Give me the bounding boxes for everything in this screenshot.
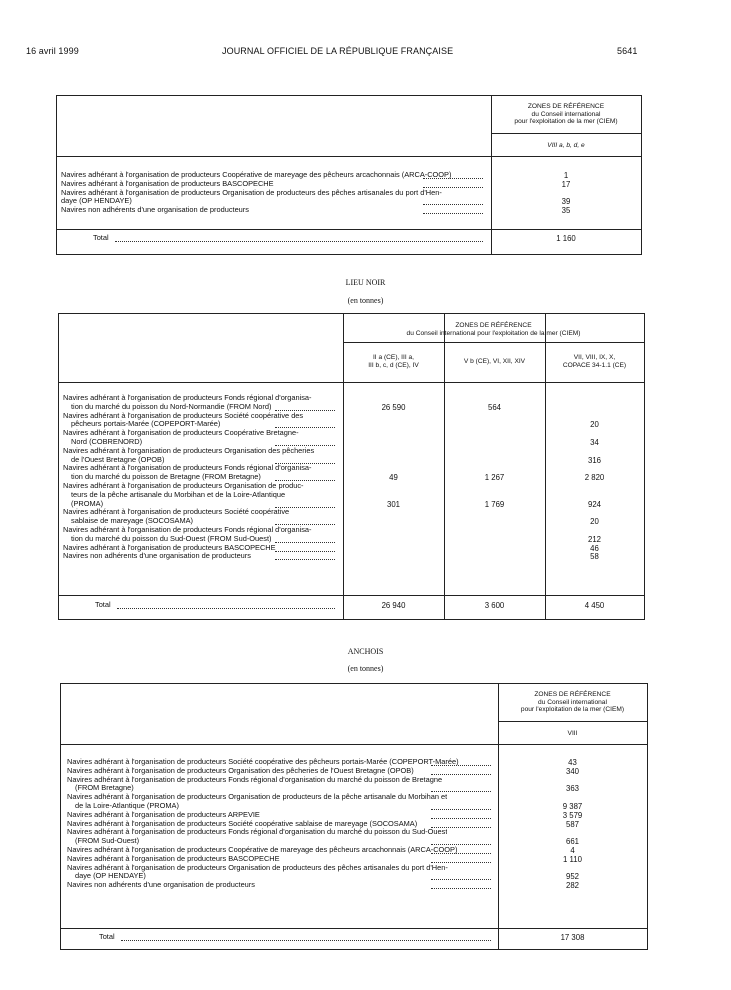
zone-header-line: pour l'exploitation de la mer (CIEM) <box>514 118 618 126</box>
row-label: Navires adhérant à l'organisation de producteurs Organisation des pêcheries <box>63 446 315 455</box>
column-header-line: VII, VIII, IX, X, <box>573 354 616 361</box>
cell-value: 587 <box>565 819 579 829</box>
cell-value: 363 <box>565 784 579 794</box>
total-label: Total <box>93 234 109 242</box>
dot-leader <box>431 888 491 889</box>
dot-leader <box>275 542 335 543</box>
row-label: Navires adhérant à l'organisation de producteurs Coopérative Bretagne- <box>63 429 299 438</box>
total-value: 1 160 <box>556 234 576 243</box>
cell-value: 49 <box>389 473 398 483</box>
column-header-line: II a (CE), III a, <box>372 354 415 361</box>
row-label: Nord (COBRENORD) <box>71 438 143 446</box>
zone-header <box>498 691 647 714</box>
cell-value: 301 <box>386 499 400 509</box>
zone-header-line: du Conseil international <box>531 110 601 118</box>
row-label: Navires adhérant à l'organisation de producteurs Fonds régional d'organisation du marché du poisson du Sud-Ouest <box>67 828 448 837</box>
row-label: Navires adhérant à l'organisation de producteurs BASCOPECHE <box>63 543 276 552</box>
row-label: Navires adhérant à l'organisation de producteurs Fonds régional d'organisa- <box>63 526 312 534</box>
row-label: Navires non adhérents d'une organisation de producteurs <box>61 206 249 215</box>
column-header-line: III b, c, d (CE), IV <box>368 361 419 369</box>
cell-value: 1 110 <box>563 854 582 864</box>
row-label: Navires adhérant à l'organisation de producteurs Société coopérative des <box>63 411 304 420</box>
row-label: Navires adhérant à l'organisation de producteurs Fonds régional d'organisa- <box>63 394 312 402</box>
table-2-caption: LIEU NOIR <box>345 278 386 287</box>
dot-leader <box>121 940 491 941</box>
dot-leader <box>423 213 483 214</box>
dot-leader <box>431 765 491 766</box>
cell-value: 924 <box>587 499 601 509</box>
zone-header-line: du Conseil international pour l'exploitation de la mer (CIEM) <box>406 329 581 337</box>
row-label: Navires adhérant à l'organisation de producteurs Fonds régional d'organisa- <box>63 464 312 473</box>
row-label: Navires adhérant à l'organisation de producteurs Organisation des pêcheries de l'Ouest Bretagne (OPOB) <box>67 766 414 775</box>
page-date: 16 avril 1999 <box>26 46 79 56</box>
row-label: Navires non adhérents d'une organisation de producteurs <box>67 881 255 890</box>
row-label: Navires adhérant à l'organisation de producteurs ARPEVIE <box>67 810 260 819</box>
dot-leader <box>115 241 483 242</box>
row-label: tion du marché du poisson du Nord-Normandie (FROM Nord) <box>71 402 272 411</box>
cell-value: 1 267 <box>484 473 505 483</box>
dot-leader <box>423 178 483 179</box>
dot-leader <box>117 608 335 609</box>
table-3-unit: (en tonnes) <box>347 664 384 673</box>
cell-value: 34 <box>590 438 599 447</box>
row-label: Navires adhérant à l'organisation de producteurs Organisation de producteurs des pêches artisanales du port d'Hen- <box>67 863 448 872</box>
total-label: Total <box>99 933 115 941</box>
row-label: Navires adhérant à l'organisation de producteurs Société coopérative des pêcheurs portais-Marée (COPEPORT-Marée) <box>67 758 459 766</box>
table-3-caption: ANCHOIS <box>347 647 384 656</box>
zone-header <box>343 322 644 337</box>
cell-value: 316 <box>587 455 601 465</box>
row-label: Navires adhérant à l'organisation de producteurs Société coopérative <box>63 508 290 517</box>
row-label: sablaise de mareyage (SOCOSAMA) <box>71 517 193 526</box>
cell-value: 3 579 <box>562 810 583 820</box>
cell-value: 564 <box>487 402 501 412</box>
column-header <box>444 358 545 366</box>
column-header <box>545 354 644 369</box>
cell-value: 1 <box>563 171 569 180</box>
cell-value: 340 <box>565 766 579 776</box>
cell-value: 17 <box>561 179 571 189</box>
cell-value: 26 590 <box>381 402 406 412</box>
cell-value: 35 <box>561 206 571 216</box>
row-label: daye (OP HENDAYE) <box>75 872 146 881</box>
table-1 <box>56 95 642 255</box>
cell-value: 2 820 <box>584 473 605 483</box>
column-header-line: COPACE 34-1.1 (CE) <box>562 361 627 369</box>
column-header <box>343 354 444 369</box>
row-label: pêcheurs portais-Marée (COPEPORT-Marée) <box>71 420 221 429</box>
page-number: 5641 <box>617 46 638 56</box>
dot-leader <box>423 204 483 205</box>
row-label: Navires adhérant à l'organisation de producteurs BASCOPECHE <box>67 854 280 863</box>
zone-header-line: du Conseil international <box>538 698 607 706</box>
row-label: Navires adhérant à l'organisation de producteurs Organisation de produc- <box>63 482 304 490</box>
row-label: Navires adhérant à l'organisation de producteurs Société coopérative sablaise de mareyage (SOCOSAMA) <box>67 819 418 828</box>
total-value: 26 940 <box>381 601 406 610</box>
dot-leader <box>431 809 491 810</box>
table-2-unit: (en tonnes) <box>347 296 384 305</box>
column-header: VIII a, b, d, e <box>547 142 585 149</box>
total-value: 4 450 <box>584 601 605 610</box>
cell-value: 212 <box>587 534 601 544</box>
cell-value: 58 <box>590 552 599 562</box>
zone-header-line: ZONES DE RÉFÉRENCE <box>527 103 605 110</box>
row-label: Navires adhérant à l'organisation de producteurs Fonds régional d'organisation du marché du poisson de Bretagne <box>67 775 443 784</box>
column-header: VIII <box>567 730 578 737</box>
row-label: daye (OP HENDAYE) <box>61 197 132 206</box>
row-label: Navires adhérant à l'organisation de producteurs Coopérative de mareyage des pêcheurs arcachonnais (ARCA-COOP) <box>61 171 452 179</box>
zone-header-line: ZONES DE RÉFÉRENCE <box>455 322 532 329</box>
total-label: Total <box>95 601 111 609</box>
cell-value: 1 769 <box>484 499 505 509</box>
row-label: Navires adhérant à l'organisation de producteurs Organisation de producteurs de la pêche artisanale du Morbihan et <box>67 793 448 802</box>
row-label: de la Loire-Atlantique (PROMA) <box>75 802 179 810</box>
table-3 <box>60 683 648 950</box>
dot-leader <box>275 551 335 552</box>
total-value: 17 308 <box>560 933 585 942</box>
cell-value: 282 <box>565 881 579 891</box>
cell-value: 9 387 <box>562 802 583 811</box>
table-2 <box>58 313 645 620</box>
row-label: teurs de la pêche artisanale du Morbihan et de la Loire-Atlantique <box>71 490 286 499</box>
zone-header <box>491 103 641 126</box>
column-header-line: V b (CE), VI, XII, XIV <box>463 358 526 365</box>
cell-value: 20 <box>590 517 599 527</box>
zone-header-line: ZONES DE RÉFÉRENCE <box>534 691 611 698</box>
row-label: Navires adhérant à l'organisation de producteurs Coopérative de mareyage des pêcheurs arcachonnais (ARCA-COOP) <box>67 846 458 854</box>
row-label: (FROM Sud-Ouest) <box>75 837 140 846</box>
dot-leader <box>431 853 491 854</box>
journal-title: JOURNAL OFFICIEL DE LA RÉPUBLIQUE FRANÇAISE <box>222 46 454 56</box>
row-label: (FROM Bretagne) <box>75 784 134 793</box>
cell-value: 4 <box>570 846 575 855</box>
row-label: Navires adhérant à l'organisation de producteurs Organisation de producteurs des pêches artisanales du port d'Hen- <box>61 188 442 197</box>
cell-value: 661 <box>565 837 579 847</box>
zone-header-line: pour l'exploitation de la mer (CIEM) <box>520 706 625 714</box>
dot-leader <box>431 879 491 880</box>
row-label: tion du marché du poisson de Bretagne (FROM Bretagne) <box>71 473 261 482</box>
total-value: 3 600 <box>484 601 505 610</box>
cell-value: 43 <box>568 758 577 767</box>
cell-value: 46 <box>590 543 599 553</box>
cell-value: 952 <box>565 872 579 882</box>
row-label: de l'Ouest Bretagne (OPOB) <box>71 455 165 464</box>
row-label: (PROMA) <box>71 499 104 508</box>
cell-value: 20 <box>590 420 599 430</box>
row-label: Navires non adhérents d'une organisation de producteurs <box>63 552 251 561</box>
row-label: Navires adhérant à l'organisation de producteurs BASCOPECHE <box>61 179 274 188</box>
cell-value: 39 <box>561 197 571 207</box>
row-label: tion du marché du poisson du Sud-Ouest (FROM Sud-Ouest) <box>71 534 272 543</box>
dot-leader <box>275 559 335 560</box>
dot-leader <box>431 818 491 819</box>
